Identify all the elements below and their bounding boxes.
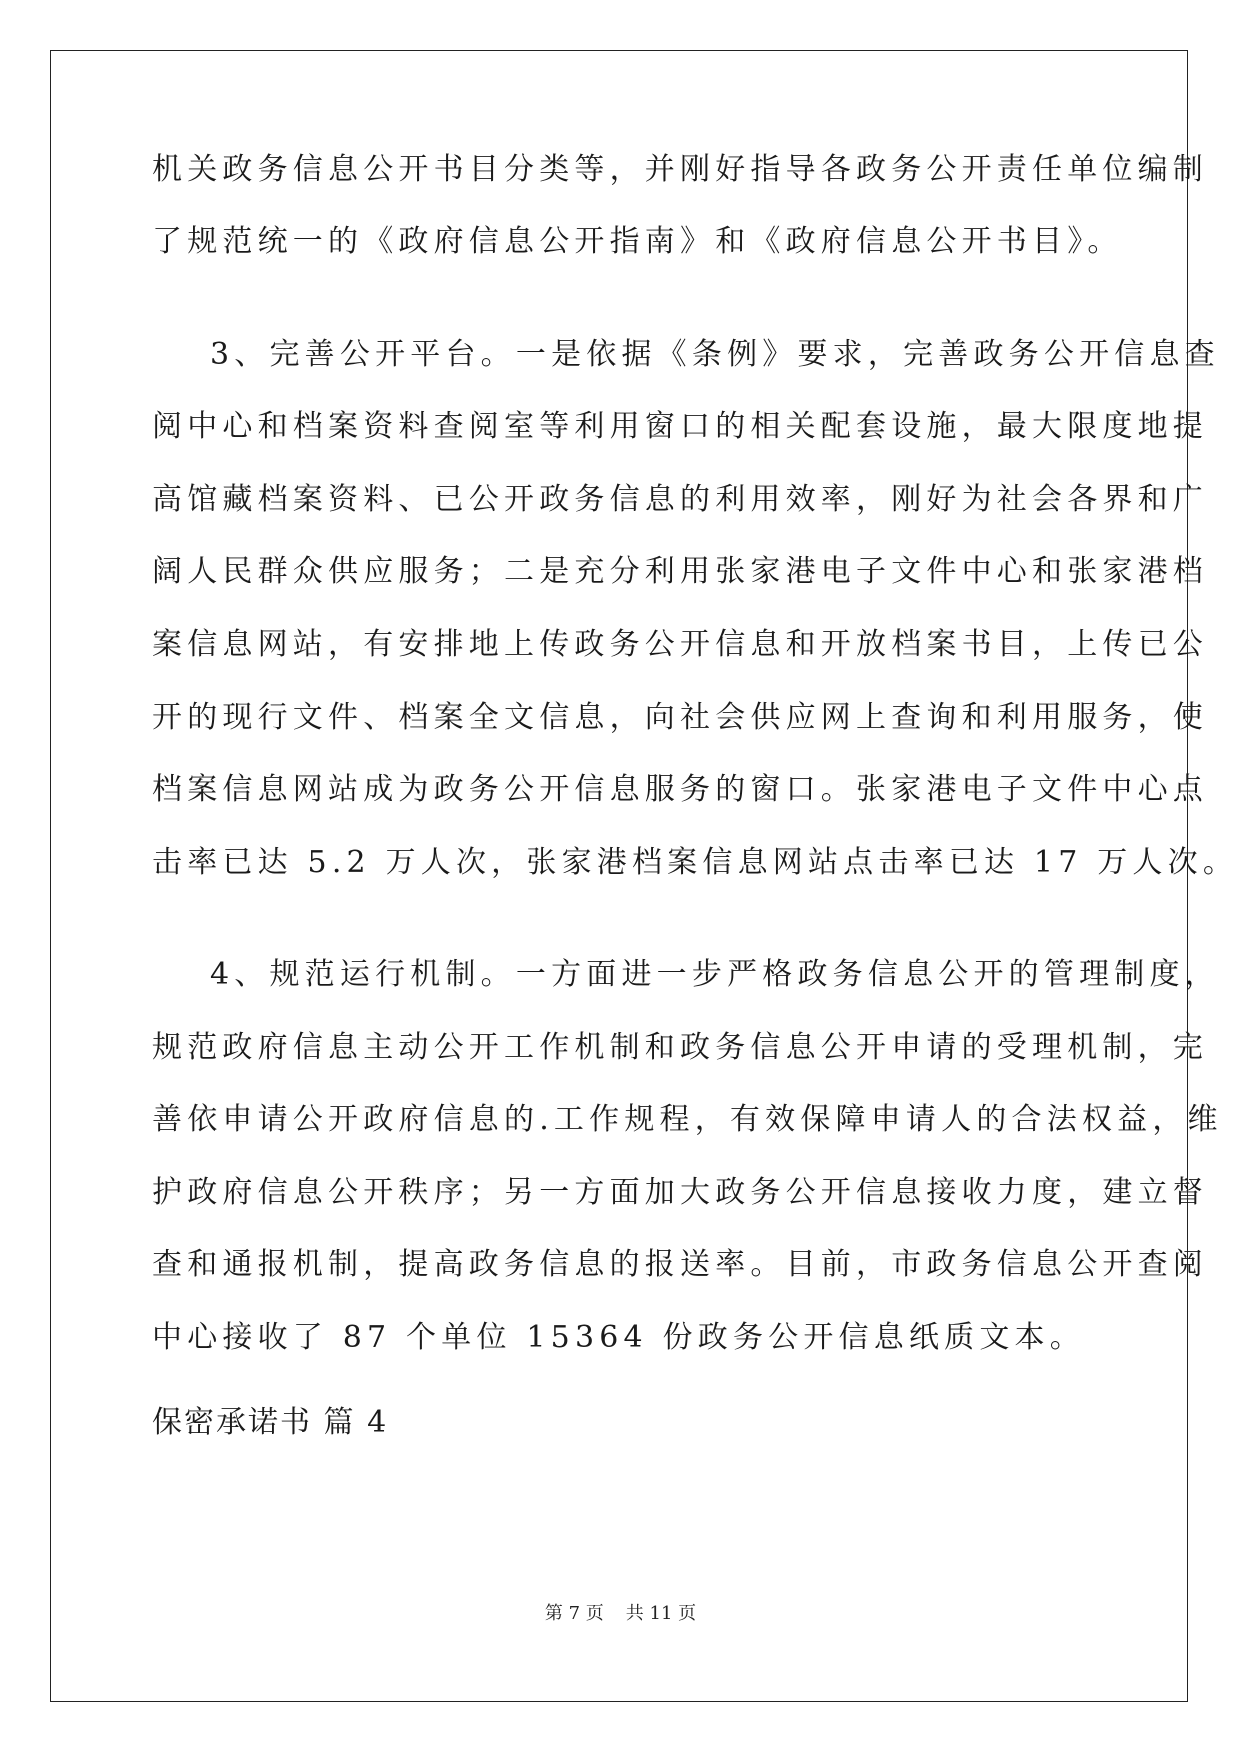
body-text-line: 护政府信息公开秩序；另一方面加大政务公开信息接收力度，建立督 [152,1175,1208,1210]
body-text-line: 中心接收了 87 个单位 15364 份政务公开信息纸质文本。 [152,1320,1085,1355]
body-text-line: 阔人民群众供应服务；二是充分利用张家港电子文件中心和张家港档 [152,554,1208,589]
body-text-line: 了规范统一的《政府信息公开指南》和《政府信息公开书目》。 [152,224,1123,259]
page-total: 共 11 页 [625,1603,697,1624]
body-text-line: 查和通报机制，提高政务信息的报送率。目前，市政务信息公开查阅 [152,1247,1208,1282]
body-text-line: 高馆藏档案资料、已公开政务信息的利用效率，刚好为社会各界和广 [152,482,1208,517]
paragraph-4-first-line: 4、规范运行机制。一方面进一步严格政务信息公开的管理制度， [210,957,1220,992]
body-text-line: 击率已达 5.2 万人次，张家港档案信息网站点击率已达 17 万人次。 [152,845,1239,880]
body-text-line: 善依申请公开政府信息的.工作规程，有效保障申请人的合法权益，维 [152,1102,1223,1137]
body-text-line: 机关政务信息公开书目分类等，并刚好指导各政务公开责任单位编制 [152,152,1208,187]
body-text-line: 开的现行文件、档案全文信息，向社会供应网上查询和利用服务，使 [152,700,1208,735]
page-footer [0,1602,1241,1626]
body-text-line: 案信息网站，有安排地上传政务公开信息和开放档案书目，上传已公 [152,627,1208,662]
body-text-line: 规范政府信息主动公开工作机制和政务信息公开申请的受理机制，完 [152,1030,1208,1065]
body-text-line: 档案信息网站成为政务公开信息服务的窗口。张家港电子文件中心点 [152,772,1208,807]
page-number: 第 7 页 [544,1603,604,1624]
paragraph-3-first-line: 3、完善公开平台。一是依据《条例》要求，完善政务公开信息查 [210,337,1220,372]
body-text-line: 阅中心和档案资料查阅室等利用窗口的相关配套设施，最大限度地提 [152,409,1208,444]
section-heading: 保密承诺书 篇 4 [152,1405,389,1440]
